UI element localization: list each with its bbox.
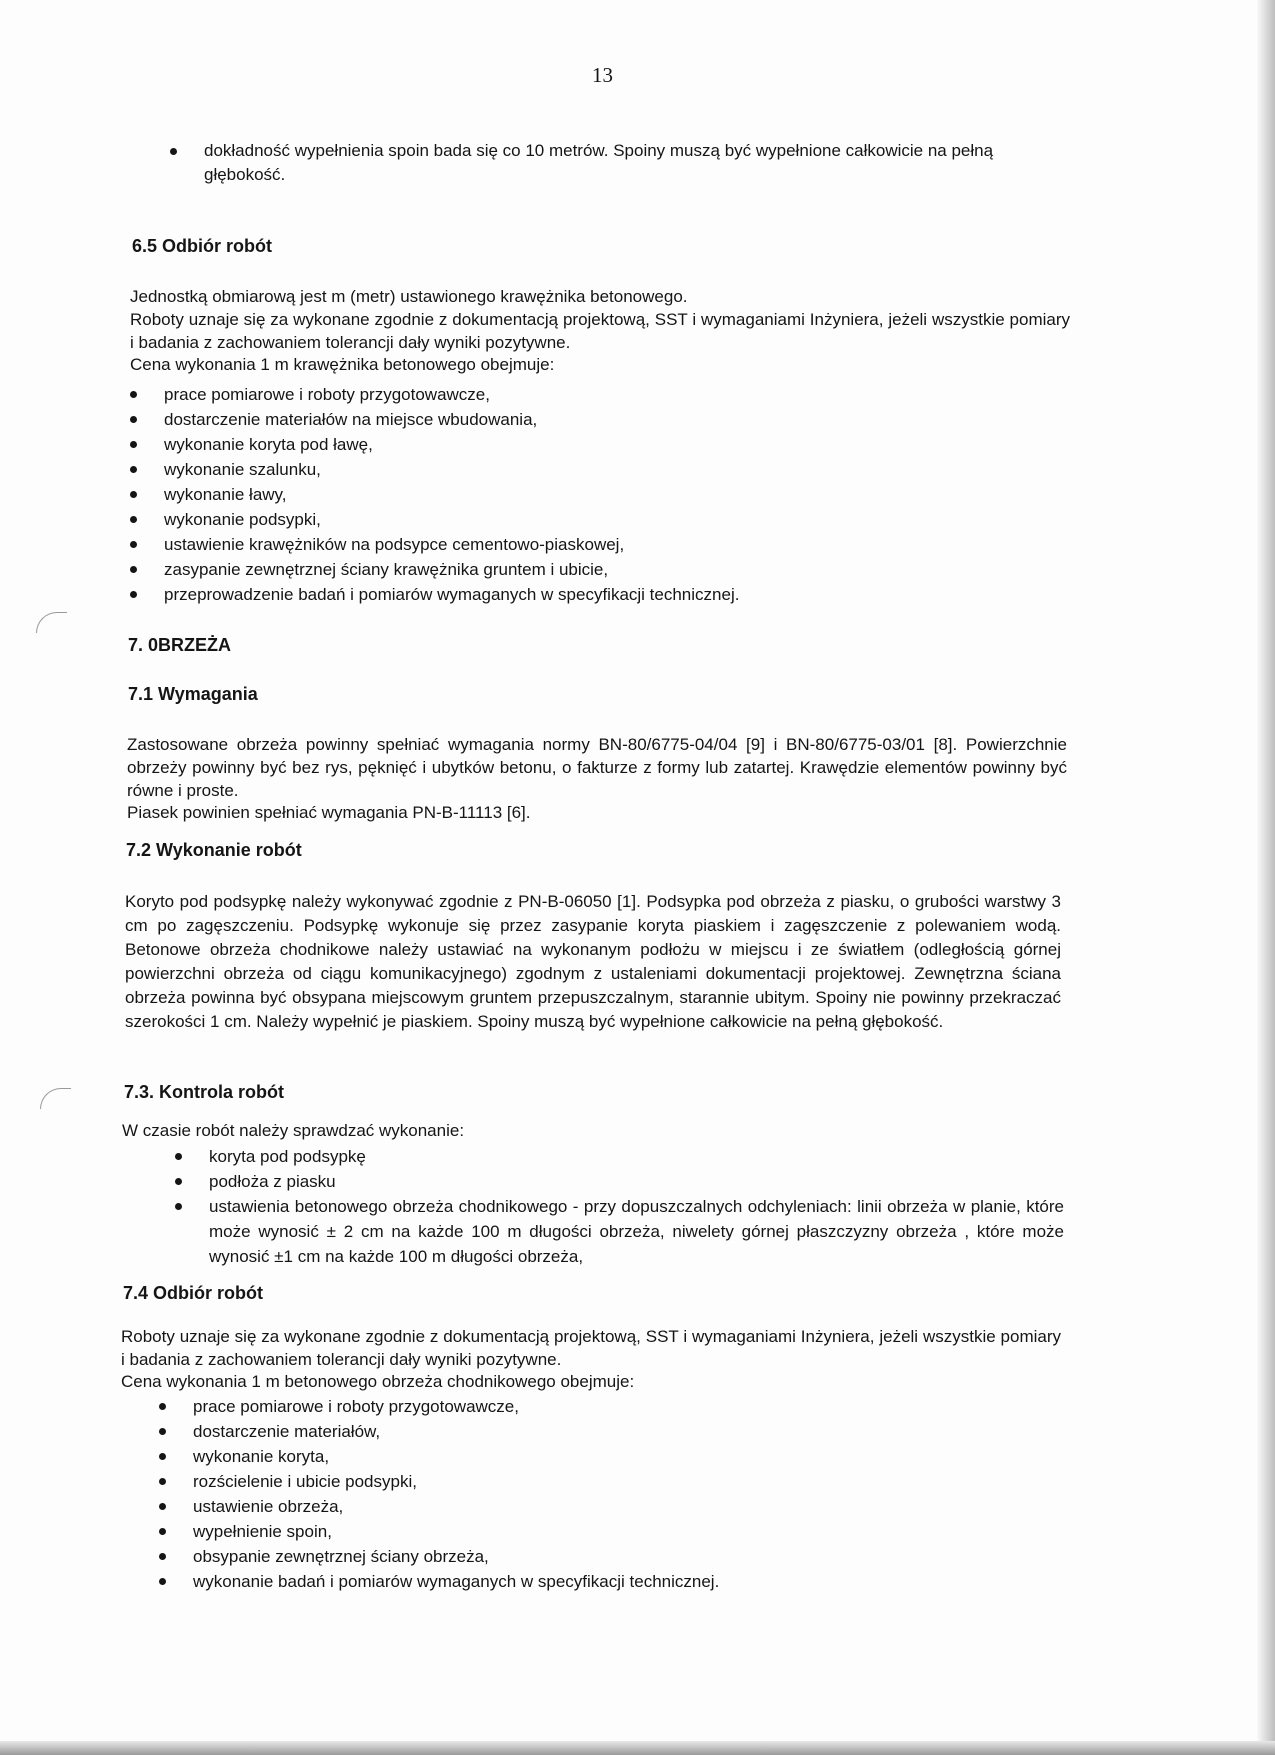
section-heading-7-1: 7.1 Wymagania (128, 684, 258, 704)
scan-artifact (40, 1088, 71, 1109)
list-item: zasypanie zewnętrznej ściany krawężnika gruntem i ubicie, (164, 557, 1064, 582)
list-item: ustawienie krawężników na podsypce cementowo-piaskowej, (164, 532, 1064, 557)
section-7-3-list (209, 1144, 1064, 1269)
list-item: prace pomiarowe i roboty przygotowawcze, (193, 1394, 1063, 1419)
section-heading-7-3: 7.3. Kontrola robót (124, 1082, 285, 1102)
section-7-1-text (127, 733, 1067, 824)
section-7-4-list (193, 1394, 1063, 1594)
page-number: 13 (592, 63, 613, 87)
list-item: podłoża z piasku (209, 1169, 1064, 1194)
list-item: wykonanie koryta pod ławę, (164, 432, 1064, 457)
section-6-5-text (130, 286, 1070, 376)
paragraph: Cena wykonania 1 m krawężnika betonowego obejmuje: (130, 355, 555, 374)
section-heading-7: 7. 0BRZEŻA (128, 635, 232, 655)
section-heading-7-2: 7.2 Wykonanie robót (126, 840, 302, 860)
list-item: wykonanie ławy, (164, 482, 1064, 507)
list-item: wykonanie podsypki, (164, 507, 1064, 532)
section-heading-6-5: 6.5 Odbiór robót (132, 236, 273, 256)
paragraph: Cena wykonania 1 m betonowego obrzeża chodnikowego obejmuje: (121, 1372, 635, 1391)
list-item: koryta pod podsypkę (209, 1144, 1064, 1169)
list-item: wykonanie szalunku, (164, 457, 1064, 482)
paragraph: Jednostką obmiarową jest m (metr) ustawionego krawężnika betonowego. (130, 287, 688, 306)
paragraph: Piasek powinien spełniać wymagania PN-B-11113 [6]. (127, 803, 531, 822)
paragraph: Roboty uznaje się za wykonane zgodnie z dokumentacją projektową, SST i wymaganiami Inżyniera, jeżeli wszystkie pomiary i badania z zachowaniem tolerancji dały wyniki pozytywne. (121, 1327, 1061, 1369)
list-item: wypełnienie spoin, (193, 1519, 1063, 1544)
section-6-5-list (164, 382, 1064, 607)
section-7-4-text (121, 1325, 1061, 1393)
paragraph: Koryto pod podsypkę należy wykonywać zgodnie z PN-B-06050 [1]. Podsypka pod obrzeża z piasku, o grubości warstwy 3 cm po zagęszczeniu. Podsypkę wykonuje się przez zasypanie koryta piaskiem i zagęszczenie z polewaniem wodą. Betonowe obrzeża chodnikowe należy ustawiać na wykonanym podłożu w miejscu i ze światłem (odległością górnej powierzchni obrzeża od ciągu komunikacyjnego) zgodnym z ustaleniami dokumentacji projektowej. Zewnętrzna ściana obrzeża powinna być obsypana miejscowym gruntem przepuszczalnym, starannie ubitym. Spoiny nie powinny przekraczać szerokości 1 cm. Należy wypełnić je piaskiem. Spoiny muszą być wypełnione całkowicie na pełną głębokość. (125, 892, 1061, 1031)
scan-edge-bottom (0, 1741, 1275, 1755)
paragraph: Roboty uznaje się za wykonane zgodnie z dokumentacją projektową, SST i wymaganiami Inżyniera, jeżeli wszystkie pomiary i badania z zachowaniem tolerancji dały wyniki pozytywne. (130, 310, 1070, 352)
scan-edge-right (1257, 0, 1275, 1755)
list-item: ustawienie obrzeża, (193, 1494, 1063, 1519)
list-item: przeprowadzenie badań i pomiarów wymaganych w specyfikacji technicznej. (164, 582, 1064, 607)
list-item: wykonanie koryta, (193, 1444, 1063, 1469)
list-item: wykonanie badań i pomiarów wymaganych w specyfikacji technicznej. (193, 1569, 1063, 1594)
list-item: obsypanie zewnętrznej ściany obrzeża, (193, 1544, 1063, 1569)
list-item: prace pomiarowe i roboty przygotowawcze, (164, 382, 1064, 407)
section-7-2-text (125, 890, 1061, 1034)
list-item: dostarczenie materiałów na miejsce wbudowania, (164, 407, 1064, 432)
list-item: dokładność wypełnienia spoin bada się co 10 metrów. Spoiny muszą być wypełnione całkowicie na pełną głębokość. (204, 139, 1004, 187)
paragraph: Zastosowane obrzeża powinny spełniać wymagania normy BN-80/6775-04/04 [9] i BN-80/6775-03/01 [8]. Powierzchnie obrzeży powinny być bez rys, pęknięć i ubytków betonu, o fakturze z formy lub zatartej. Krawędzie elementów powinny być równe i proste. (127, 735, 1067, 800)
list-item: rozścielenie i ubicie podsypki, (193, 1469, 1063, 1494)
scan-artifact (36, 612, 67, 633)
section-7-3-text (122, 1120, 1052, 1142)
paragraph: W czasie robót należy sprawdzać wykonanie: (122, 1121, 465, 1140)
intro-list (204, 139, 1004, 187)
list-item: dostarczenie materiałów, (193, 1419, 1063, 1444)
section-heading-7-4: 7.4 Odbiór robót (123, 1283, 264, 1303)
list-item: ustawienia betonowego obrzeża chodnikowego - przy dopuszczalnych odchyleniach: linii obrzeża w planie, które może wynosić ± 2 cm na każde 100 m długości obrzeża, niwelety górnej płaszczyzny obrzeża , które może wynosić ±1 cm na każde 100 m długości obrzeża, (209, 1194, 1064, 1269)
